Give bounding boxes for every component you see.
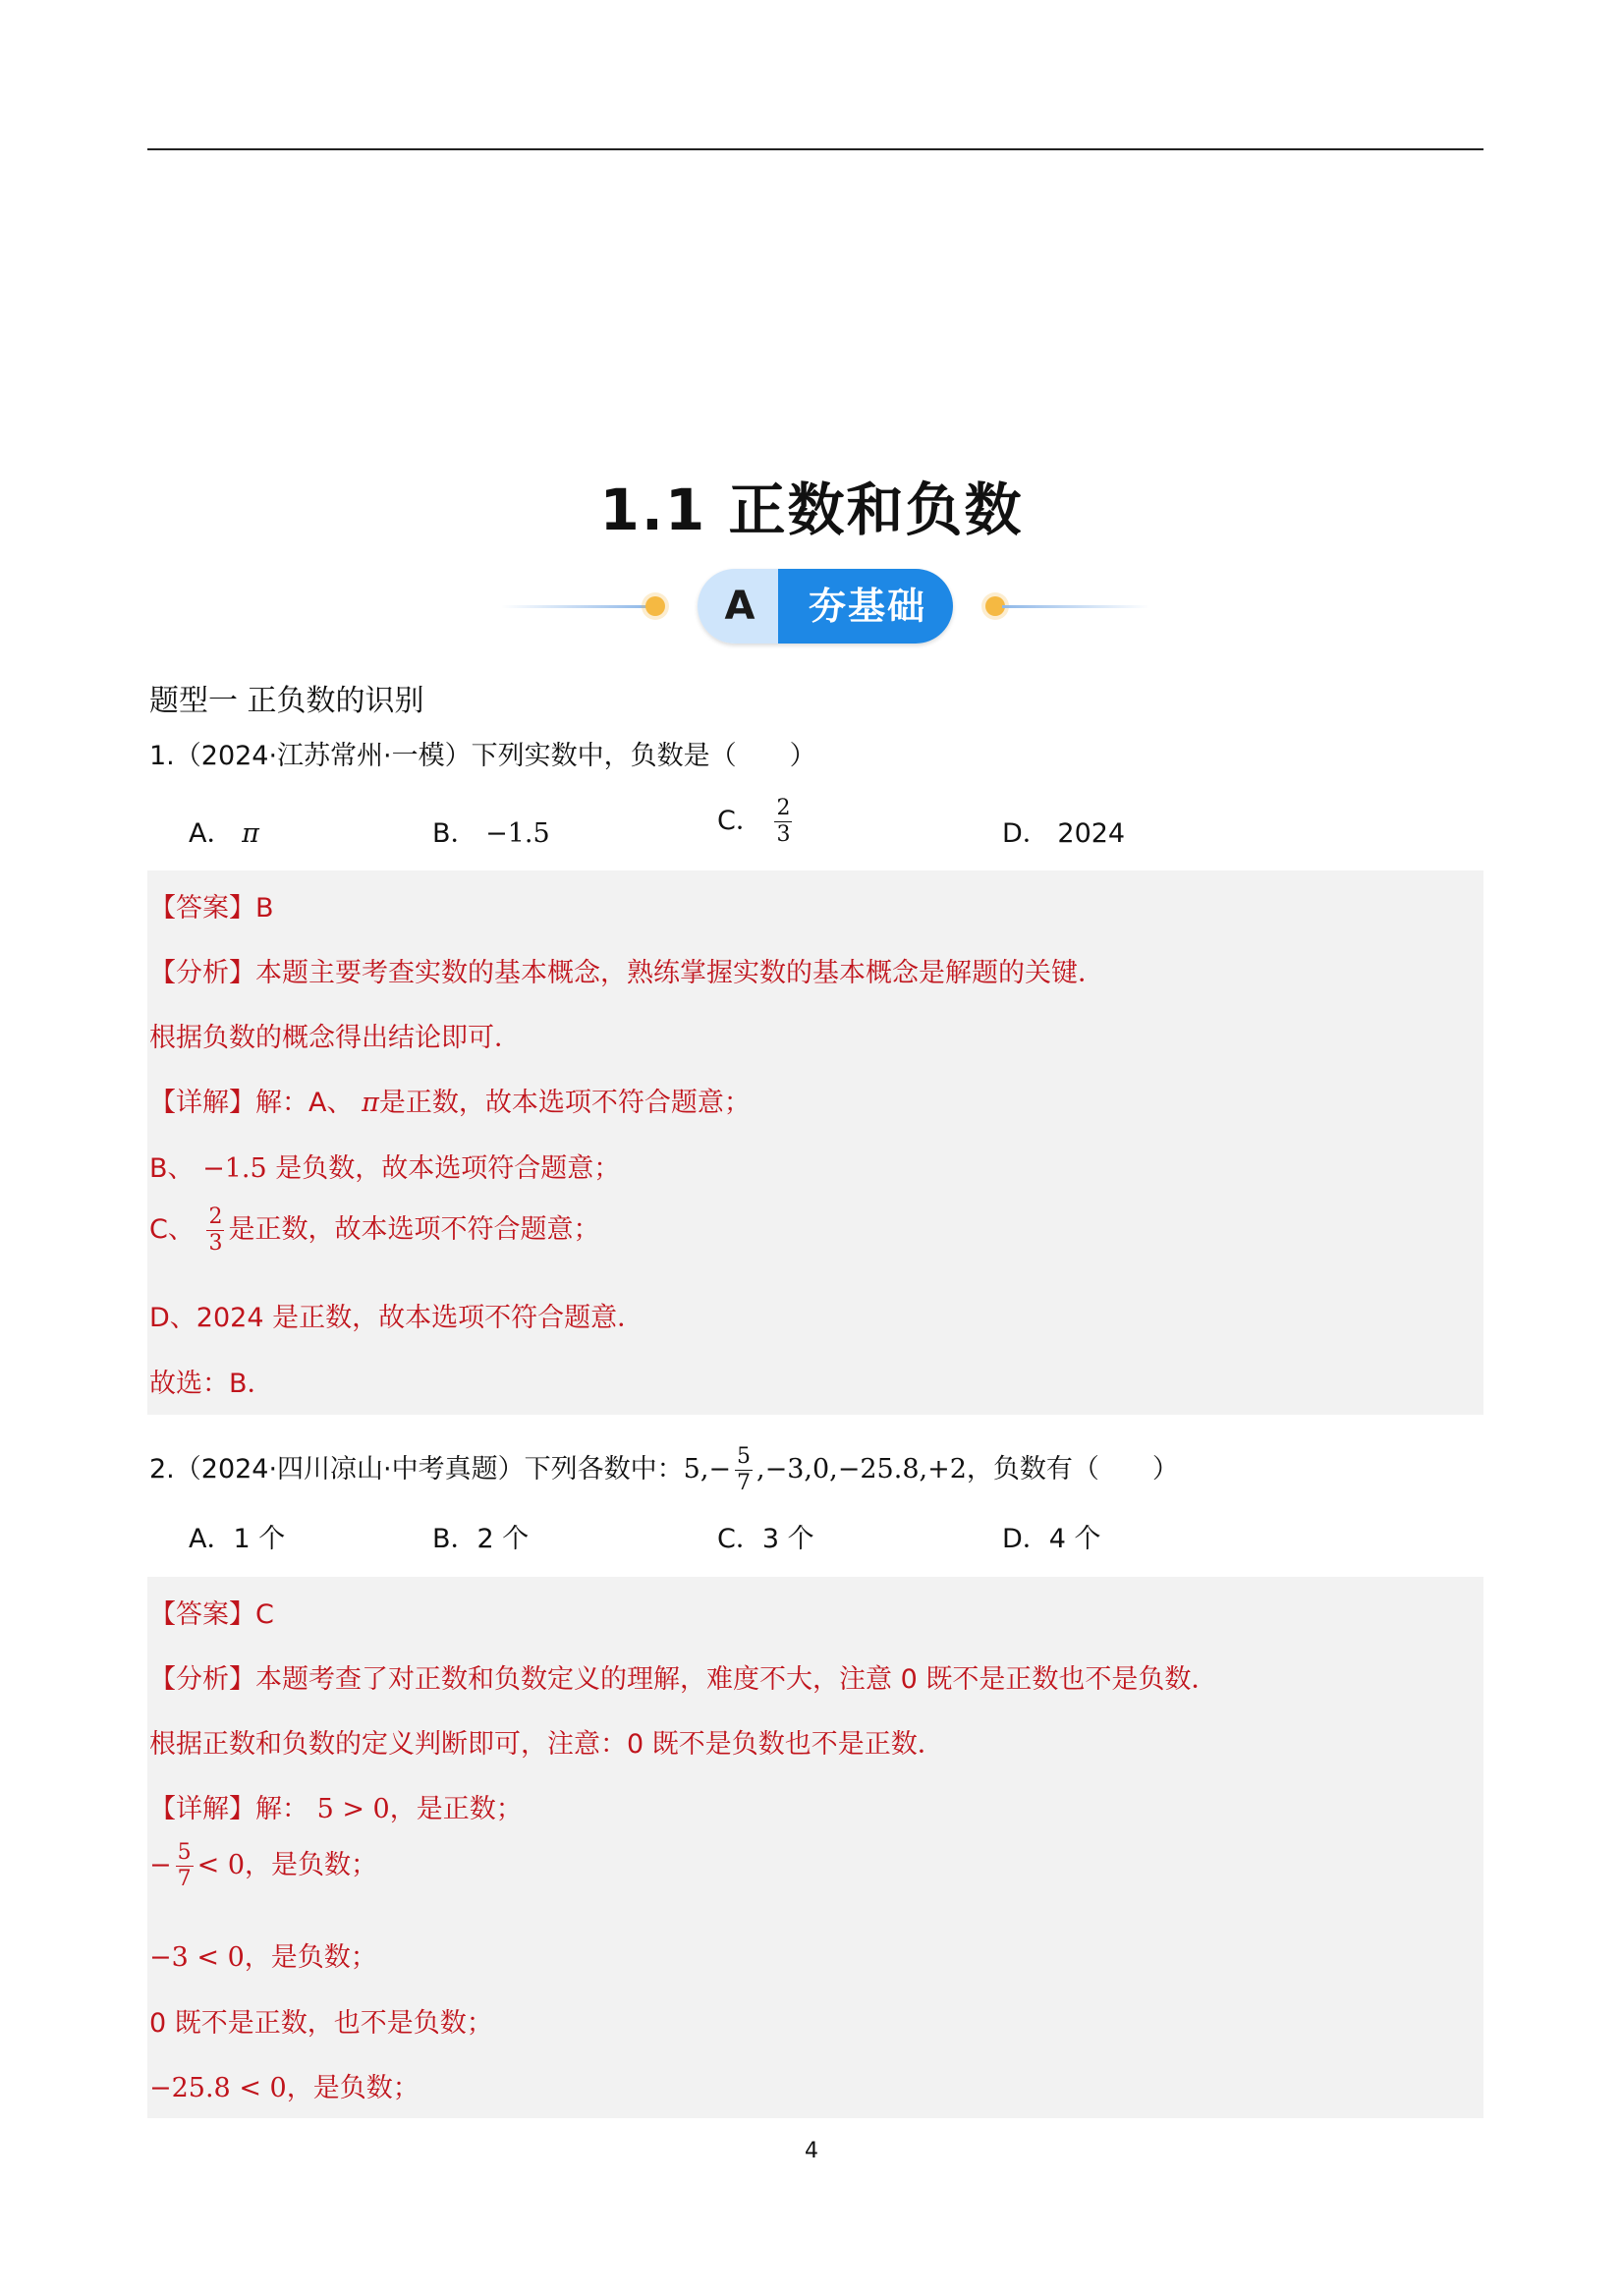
detail-text: 解：A、 — [255, 1088, 354, 1118]
page-number: 4 — [805, 2139, 818, 2163]
q1-answer — [149, 886, 274, 924]
fraction-denominator: 7 — [737, 1471, 752, 1495]
detail-math: −25.8 < 0 — [149, 2073, 287, 2103]
detail-text: 是负数，故本选项符合题意； — [275, 1153, 621, 1184]
q2-detail-4: 0 既不是正数，也不是负数； — [149, 2008, 493, 2039]
q1-option-a — [189, 812, 259, 850]
option-label: C． — [717, 806, 762, 836]
q2-answer — [149, 1593, 274, 1631]
badge-left-line — [501, 605, 648, 608]
q2-detail-5 — [149, 2066, 420, 2104]
fraction-numerator: 2 — [208, 1204, 223, 1229]
q1-answer-box — [147, 870, 1483, 1415]
detail-text: ，是负数； — [286, 2073, 420, 2103]
section-heading: 题型一 正负数的识别 — [149, 684, 424, 718]
section-badge — [501, 565, 1149, 647]
detail-tag: 【详解】 — [149, 1794, 255, 1824]
detail-math: < 0 — [196, 1850, 246, 1880]
detail-fraction — [176, 1840, 194, 1892]
q2-option-a: A．1 个 — [189, 1524, 286, 1554]
detail-text: 是正数，故本选项不符合题意； — [228, 1214, 600, 1245]
option-label: D． — [1002, 818, 1049, 849]
option-value: π — [242, 818, 259, 849]
badge-text: 夯基础 — [808, 585, 926, 628]
detail-text: 解： — [255, 1794, 308, 1824]
fraction-denominator: 7 — [177, 1867, 192, 1891]
badge-right-line — [1002, 605, 1149, 608]
badge-letter: A — [724, 584, 756, 629]
q1-detail-c — [149, 1204, 599, 1257]
detail-tag: 【详解】 — [149, 1088, 255, 1118]
answer-value: B — [255, 893, 274, 924]
fraction-numerator: 2 — [776, 796, 791, 820]
analysis-tag: 【分析】 — [149, 1664, 255, 1695]
analysis-tag: 【分析】 — [149, 958, 255, 988]
q2-detail-2 — [149, 1840, 377, 1892]
fraction-denominator: 3 — [208, 1231, 223, 1256]
badge-pill — [698, 569, 953, 644]
stem-fraction — [735, 1444, 753, 1496]
option-value: 2024 — [1057, 818, 1126, 849]
page-title: 1.1 正数和负数 — [599, 476, 1024, 543]
q1-analysis — [149, 951, 1104, 989]
fraction-numerator: 5 — [177, 1840, 192, 1865]
detail-text: C、 — [149, 1214, 195, 1245]
q2-option-c: C．3 个 — [717, 1524, 814, 1554]
stem-text: ，负数有（ ） — [966, 1454, 1179, 1484]
q1-detail-a — [149, 1081, 751, 1119]
detail-text: B、 — [149, 1153, 195, 1184]
detail-text: ，是正数； — [389, 1794, 523, 1824]
detail-math: −1.5 — [202, 1153, 267, 1184]
q1-conclusion: 故选：B． — [149, 1369, 274, 1399]
fraction-numerator: 5 — [737, 1444, 752, 1469]
detail-text: ，是负数； — [244, 1942, 377, 1973]
answer-value: C — [255, 1599, 274, 1630]
question-1-stem: 1.（2024·江苏常州·一模）下列实数中，负数是（ ） — [149, 741, 816, 771]
stem-math: 5,− — [683, 1454, 732, 1484]
q1-analysis-2: 根据负数的概念得出结论即可． — [149, 1023, 521, 1053]
answer-tag: 【答案】 — [149, 1599, 255, 1630]
detail-math: 5 > 0 — [316, 1794, 390, 1824]
q2-analysis-2: 根据正数和负数的定义判断即可，注意：0 既不是负数也不是正数． — [149, 1729, 944, 1760]
analysis-text: 本题考查了对正数和负数定义的理解，难度不大，注意 0 既不是正数也不是负数． — [255, 1664, 1218, 1695]
detail-text: ，是负数； — [245, 1850, 378, 1880]
q2-answer-box — [147, 1577, 1483, 2118]
q2-detail-1 — [149, 1787, 523, 1825]
option-value: −1.5 — [485, 818, 550, 849]
detail-fraction — [206, 1204, 224, 1257]
q1-detail-d: D、2024 是正数，故本选项不符合题意． — [149, 1303, 644, 1333]
stem-text: 2.（2024·四川凉山·中考真题）下列各数中： — [149, 1454, 684, 1484]
q1-detail-b — [149, 1147, 620, 1185]
header-rule — [147, 148, 1483, 150]
stem-math: ,−3,0,−25.8,+2 — [756, 1454, 967, 1484]
fraction-denominator: 3 — [776, 822, 791, 847]
option-fraction — [774, 796, 792, 848]
detail-math: − — [149, 1850, 172, 1880]
q1-option-b — [432, 812, 550, 850]
q2-detail-3 — [149, 1935, 377, 1974]
analysis-text: 本题主要考查实数的基本概念，熟练掌握实数的基本概念是解题的关键． — [255, 958, 1104, 988]
option-label: B． — [432, 818, 477, 849]
q2-option-b: B．2 个 — [432, 1524, 530, 1554]
q1-option-d — [1002, 812, 1125, 850]
answer-tag: 【答案】 — [149, 893, 255, 924]
detail-text: 是正数，故本选项不符合题意； — [378, 1088, 751, 1118]
q2-option-d: D．4 个 — [1002, 1524, 1101, 1554]
question-2-stem — [149, 1444, 1179, 1496]
detail-math: π — [362, 1088, 379, 1118]
option-label: A． — [189, 818, 234, 849]
detail-math: −3 < 0 — [149, 1942, 245, 1973]
badge-left-dot — [645, 596, 665, 616]
q1-option-c — [717, 796, 796, 848]
q2-analysis — [149, 1657, 1217, 1696]
